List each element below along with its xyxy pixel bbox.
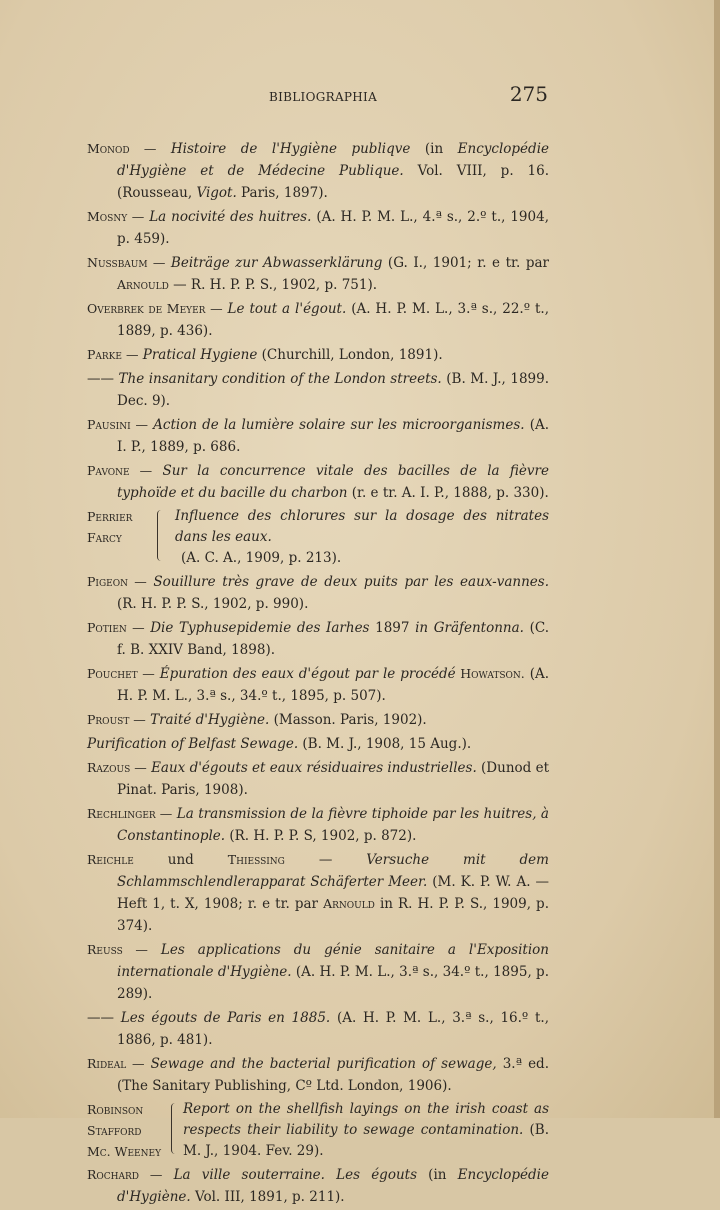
bib-entry-pavone: Pavone — Sur la concurrence vitale des bacilles de la fièvre typhoïde et du bacille du charbon (r. e tr. A. I. P., 1888, p. 330). — [87, 463, 549, 501]
bib-entry-reichle: Reichle und Thiessing — Versuche mit dem Schlammschlendlerapparat Schäferter Meer. (M. K. P. W. A. — Heft 1, t. X, 1908; r. e tr. par Arnould in R. H. P. P. S., 1909, p. 374). — [87, 852, 549, 934]
bib-entry-pouchet: Pouchet — Épuration des eaux d'égout par le procédé Howatson. (A. H. P. M. L., 3.ª s., 34.º t., 1895, p. 507). — [87, 666, 550, 704]
bib-entry-robinson-stafford-weeney: Robinson Stafford Mc. Weeney Report on the shellfish layings on the irish coast as respects their liability to sewage contamination. (B. M. J., 1904. Fev. 29). — [87, 1099, 549, 1162]
author-names: Robinson Stafford Mc. Weeney — [87, 1102, 162, 1159]
bib-entry-belfast: Purification of Belfast Sewage. (B. M. J., 1908, 15 Aug.). — [87, 736, 472, 752]
bib-entry-monod: Monod — Histoire de l'Hygiène publiqve (in Encyclopédie d'Hygiène et de Médecine Publique. Vol. VIII, p. 16. (Rousseau, Vigot. Paris, 1897). — [87, 141, 549, 201]
brace-mark — [157, 510, 163, 561]
bib-entry-overbrek: Overbrek de Meyer — Le tout a l'égout. (A. H. P. M. L., 3.ª s., 22.º t., 1889, p. 436). — [87, 301, 550, 339]
bibliography-list — [87, 138, 549, 1210]
bib-entry-razous: Razous — Eaux d'égouts et eaux résiduaires industrielles. (Dunod et Pinat. Paris, 1908). — [87, 760, 549, 798]
bib-entry-parke-2: —— The insanitary condition of the London streets. (B. M. J., 1899. Dec. 9). — [87, 371, 550, 409]
page-edge — [714, 0, 720, 1118]
bib-entry-reuss: Reuss — Les applications du génie sanitaire a l'Exposition internationale d'Hygiène. (A. H. P. M. L., 3.ª s., 34.º t., 1895, p. 289). — [87, 942, 549, 1002]
bib-entry-perrier-farcy: Perrier Farcy Influence des chlorures sur la dosage des nitrates dans les eaux. (A. C. A., 1909, p. 213). — [87, 508, 549, 566]
bib-entry-rochard: Rochard — La ville souterraine. Les égouts (in Encyclopédie d'Hygiène. Vol. III, 1891, p. 211). — [87, 1167, 549, 1205]
page-number: 275 — [509, 82, 548, 106]
bib-entry-mosny: Mosny — La nocivité des huitres. (A. H. P. M. L., 4.ª s., 2.º t., 1904, p. 459). — [87, 209, 549, 247]
bib-entry-proust: Proust — Traité d'Hygiène. (Masson. Paris, 1902). — [87, 712, 427, 728]
brace-mark — [171, 1103, 177, 1154]
running-title: BIBLIOGRAPHIA — [269, 90, 378, 104]
bib-entry-parke: Parke — Pratical Hygiene (Churchill, London, 1891). — [87, 347, 443, 363]
bib-entry-pigeon: Pigeon — Souillure très grave de deux puits par les eaux-vannes. (R. H. P. P. S., 1902, p. 990). — [87, 574, 550, 612]
author-names: Perrier Farcy — [87, 509, 133, 545]
bib-entry-potien: Potien — Die Typhusepidemie des Iarhes 1897 in Gräfentonna. (C. f. B. XXIV Band, 1898). — [87, 620, 549, 658]
bib-entry-pausini: Pausini — Action de la lumière solaire sur les microorganismes. (A. I. P., 1889, p. 686. — [87, 417, 550, 455]
bib-entry-reuss-2: —— Les égouts de Paris en 1885. (A. H. P. M. L., 3.ª s., 16.º t., 1886, p. 481). — [87, 1010, 549, 1048]
bib-entry-nussbaum: Nussbaum — Beiträge zur Abwasserklärung (G. I., 1901; r. e tr. par Arnould — R. H. P. P. S., 1902, p. 751). — [87, 255, 549, 293]
bib-entry-rideal: Rideal — Sewage and the bacterial purification of sewage, 3.ª ed. (The Sanitary Publishing, Cº Ltd. London, 1906). — [87, 1056, 549, 1094]
page-header — [87, 84, 548, 110]
bib-entry-rechlinger: Rechlinger — La transmission de la fièvre tiphoide par les huitres, à Constantinople. (R. H. P. P. S, 1902, p. 872). — [87, 806, 549, 844]
